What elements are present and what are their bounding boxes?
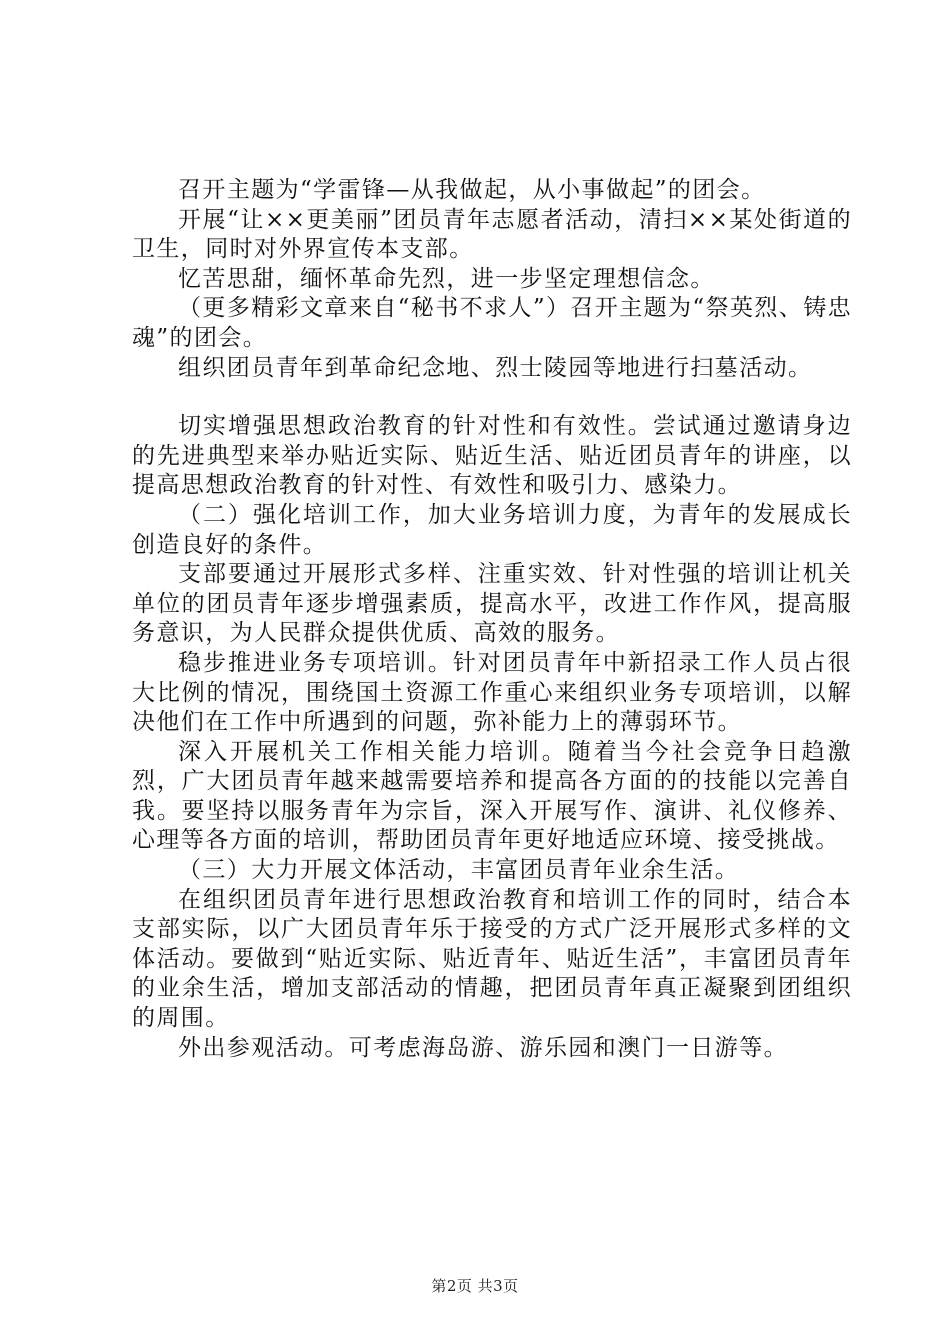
section-heading: （三）大力开展文体活动，丰富团员青年业余生活。 — [178, 857, 740, 884]
paragraph: 组织团员青年到革命纪念地、烈士陵园等地进行扫墓活动。 — [178, 354, 813, 381]
paragraph: 深入开展机关工作相关能力培训。随着当今社会竞争日趋激烈，广大团员青年越来越需要培养和提高各方面的的技能以完善自我。要坚持以服务青年为宗旨，深入开展写作、演讲、礼仪修养、心理等各方面的培训，帮助团员青年更好地适应环境、接受挑战。 — [132, 738, 852, 854]
paragraph: 在组织团员青年进行思想政治教育和培训工作的同时，结合本支部实际，以广大团员青年乐于接受的方式广泛开展形式多样的文体活动。要做到“贴近实际、贴近青年、贴近生活”，丰富团员青年的业余生活，增加支部活动的情趣，把团员青年真正凝聚到团组织的周围。 — [132, 886, 852, 1032]
section-heading: （二）强化培训工作，加大业务培训力度，为青年的发展成长创造良好的条件。 — [132, 501, 852, 558]
paragraph: 召开主题为“学雷锋—从我做起，从小事做起”的团会。 — [178, 177, 766, 203]
paragraph: 开展“让××更美丽”团员青年志愿者活动，清扫××某处街道的卫生，同时对外界宣传本支部。 — [132, 206, 852, 263]
paragraph: 支部要通过开展形式多样、注重实效、针对性强的培训让机关单位的团员青年逐步增强素质，提高水平，改进工作作风，提高服务意识，为人民群众提供优质、高效的服务。 — [132, 561, 852, 647]
paragraph: 忆苦思甜，缅怀革命先烈，进一步坚定理想信念。 — [178, 265, 715, 292]
paragraph: 外出参观活动。可考虑海岛游、游乐园和澳门一日游等。 — [178, 1034, 788, 1061]
document-body — [132, 176, 852, 1063]
paragraph: （更多精彩文章来自“秘书不求人”）召开主题为“祭英烈、铸忠魂”的团会。 — [132, 295, 852, 351]
page-number-footer: 第2页 共3页 — [431, 1277, 519, 1295]
paragraph: 切实增强思想政治教育的针对性和有效性。尝试通过邀请身边的先进典型来举办贴近实际、贴近生活、贴近团员青年的讲座，以提高思想政治教育的针对性、有效性和吸引力、感染力。 — [132, 413, 852, 499]
paragraph: 稳步推进业务专项培训。针对团员青年中新招录工作人员占很大比例的情况，围绕国土资源工作重心来组织业务专项培训，以解决他们在工作中所遇到的问题，弥补能力上的薄弱环节。 — [132, 649, 852, 736]
paragraph-gap — [132, 383, 852, 412]
